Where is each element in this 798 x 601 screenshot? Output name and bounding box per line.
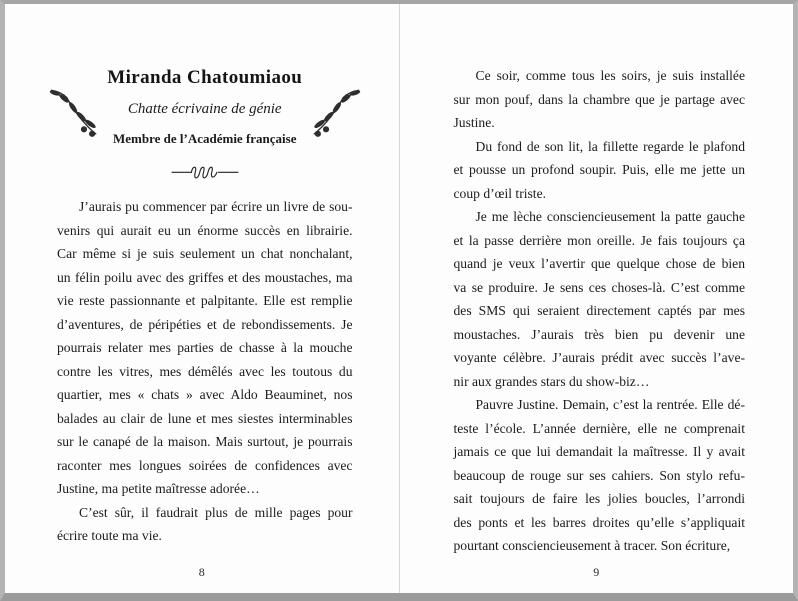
text-line: et pousse un profond soupir. Puis, elle me jette un (453, 162, 745, 177)
text-line: des SMS qui seraient directement captés par mes (453, 303, 745, 318)
right-page-text (454, 64, 746, 558)
text-line: venirs qui aurait eu un énorme succès en librairie. (57, 222, 353, 238)
chapter-header (57, 66, 353, 179)
paragraph (454, 393, 746, 558)
paragraph (57, 501, 353, 548)
text-line: raconter mes longues soirées de confidences avec (57, 457, 353, 473)
olive-branch-right-icon (307, 86, 365, 140)
text-line: contre les vitres, mes démêlés avec les toutous du (57, 363, 353, 379)
olive-branch-left-icon (45, 86, 103, 140)
text-line: et la passe derrière mon oreille. Je fais toujours ça (453, 232, 745, 248)
text-line: Pauvre Justine. Demain, c’est la rentrée. Elle dé- (475, 397, 745, 412)
left-page (5, 4, 399, 593)
text-line: vie reste passionnante et palpitante. Elle est remplie (57, 293, 353, 308)
text-line: moustaches. J’aurais très bien pu devenir une (453, 326, 745, 342)
text-line: nir aux grandes stars du show-biz… (453, 373, 650, 389)
text-line: jamais ce que lui demandait la maîtresse. Il y avait (453, 444, 745, 459)
text-line: des ponts et les barres droites qu’elle s’appliquait (453, 514, 745, 530)
text-line: pourrais relater mes parties de chasse à la mouche (57, 340, 353, 355)
text-line: quartier, mes « chats » avec Aldo Beauminet, nos (57, 387, 353, 402)
text-line: d’aventures, de péripéties et de rebondissements. Je (57, 316, 353, 332)
text-line: sur le canapé de la maison. Mais surtout, je pourrais (57, 434, 353, 449)
text-line: Justine. (453, 115, 495, 130)
chapter-affiliation: Membre de l’Académie française (112, 131, 297, 146)
page-number-right: 9 (593, 565, 600, 579)
text-line: J’aurais pu commencer par écrire un livre de sou- (79, 199, 353, 214)
text-line: quand je veux l’avertir que quelque chose de bien (453, 256, 745, 271)
text-line: C’est sûr, il faudrait plus de mille pages pour (79, 504, 353, 520)
squiggle-divider-icon (169, 163, 241, 179)
text-line: sait toujours de faire les jolies boucles, l’arrondi (453, 491, 745, 506)
text-line: coup d’œil triste. (453, 185, 546, 201)
left-page-text (57, 195, 353, 548)
text-line: Justine, ma petite maîtresse adorée… (57, 481, 260, 496)
page-number-left: 8 (198, 565, 205, 579)
text-line: Car même si je suis seulement un chat nonchalant, (57, 246, 353, 261)
text-line: Je me lèche consciencieusement la patte gauche (475, 209, 745, 224)
text-line: écrire toute ma vie. (57, 528, 162, 543)
right-page (400, 4, 794, 593)
paragraph (454, 205, 746, 393)
text-line: Ce soir, comme tous les soirs, je suis installée (475, 68, 745, 83)
paragraph (454, 135, 746, 206)
text-line: Du fond de son lit, la fillette regarde le plafond (475, 138, 745, 154)
text-line: pourtant consciencieusement à tracer. Son écriture, (453, 538, 731, 553)
chapter-subtitle: Chatte écrivaine de génie (127, 101, 282, 117)
text-line: beaucoup de rouge sur ses cahiers. Son stylo refu- (453, 467, 745, 483)
paragraph (454, 64, 746, 135)
text-line: balades au clair de lune et mes siestes interminables (57, 410, 353, 426)
text-line: un félin poilu avec des griffes et des moustaches, ma (57, 269, 353, 285)
text-line: teste l’école. L’année dernière, elle ne comprenait (453, 420, 745, 436)
paragraph (57, 195, 353, 501)
chapter-title: Miranda Chatoumiaou (107, 67, 303, 88)
text-line: va se produire. Je sens ces choses-là. C’est comme (453, 279, 745, 295)
text-line: voyante célèbre. J’aurais prédit avec succès l’ave- (453, 350, 745, 365)
text-line: sur mon pouf, dans la chambre que je partage avec (453, 91, 745, 107)
